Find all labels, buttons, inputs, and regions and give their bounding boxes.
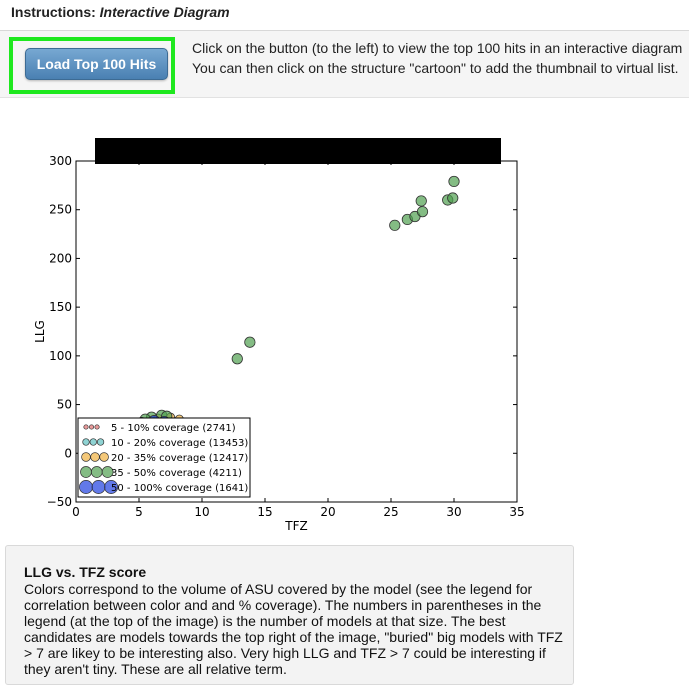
y-tick-label: 0 [64, 446, 72, 461]
instructions-line-2: You can then click on the structure "cartoon" to add the thumbnail to virtual list. [192, 60, 679, 76]
x-tick-label: 25 [383, 505, 399, 519]
legend-marker [92, 480, 105, 493]
legend-marker [95, 425, 99, 429]
description-panel [5, 545, 574, 685]
header-title-emphasis: Interactive Diagram [99, 4, 230, 20]
legend-marker [97, 439, 104, 446]
description-title: LLG vs. TFZ score [24, 564, 147, 580]
y-tick-label: −50 [46, 495, 72, 509]
legend-marker [89, 425, 93, 429]
y-tick-label: 150 [49, 300, 72, 315]
y-tick-label: 250 [49, 202, 72, 217]
legend-entry: 35 - 50% coverage (4211) [111, 468, 242, 479]
redaction-bar [95, 138, 501, 164]
legend-entry: 10 - 20% coverage (13453) [111, 438, 249, 449]
data-point [232, 354, 242, 364]
legend-marker [91, 453, 100, 462]
y-axis-label: LLG [33, 320, 47, 343]
y-tick-label: 100 [49, 348, 72, 363]
x-tick-label: 5 [135, 505, 143, 519]
legend-marker [82, 453, 91, 462]
legend-marker [100, 453, 109, 462]
chart-svg [0, 130, 560, 540]
legend-entry: 20 - 35% coverage (12417) [111, 453, 249, 464]
data-point [245, 337, 255, 347]
x-tick-label: 30 [446, 505, 462, 519]
data-point [449, 176, 459, 186]
legend-marker [90, 439, 97, 446]
data-point [417, 206, 427, 216]
legend-marker [79, 480, 92, 493]
data-point [448, 193, 458, 203]
legend-entry: 5 - 10% coverage (2741) [111, 423, 236, 434]
load-button-highlight-frame [9, 37, 175, 94]
header-title [11, 4, 230, 20]
legend-marker [81, 467, 92, 478]
x-tick-label: 10 [194, 505, 210, 519]
llg-vs-tfz-chart [0, 130, 560, 540]
x-tick-label: 35 [509, 505, 525, 519]
header-title-prefix: Instructions: [11, 4, 96, 20]
y-tick-label: 300 [49, 154, 72, 168]
x-tick-label: 20 [320, 505, 336, 519]
y-tick-label: 50 [56, 397, 72, 412]
instructions-header [0, 0, 689, 31]
x-tick-label: 15 [257, 505, 273, 519]
x-axis-label: TFZ [285, 519, 308, 533]
x-tick-label: 0 [72, 505, 80, 519]
load-top-100-hits-button[interactable]: Load Top 100 Hits [25, 48, 168, 80]
legend-entry: 50 - 100% coverage (1641) [111, 483, 249, 494]
data-point [416, 196, 426, 206]
data-point [390, 220, 400, 230]
legend-marker [84, 425, 88, 429]
instructions-line-1: Click on the button (to the left) to view the top 100 hits in an interactive diagram [192, 40, 683, 56]
legend-marker [83, 439, 90, 446]
legend-marker [91, 467, 102, 478]
y-tick-label: 200 [49, 251, 72, 266]
description-body: Colors correspond to the volume of ASU covered by the model (see the legend for correlation between color and and % coverage). The numbers in parentheses in the legend (at the top of the image) is the number of models at that size. The best candidates are models towards the top right of the image, "buried" big models with TFZ > 7 are likey to be interesting also. Very high LLG and TFZ > 7 could be interesting if they aren't tiny. These are all relative term. [24, 581, 563, 677]
instructions-text [192, 38, 689, 78]
